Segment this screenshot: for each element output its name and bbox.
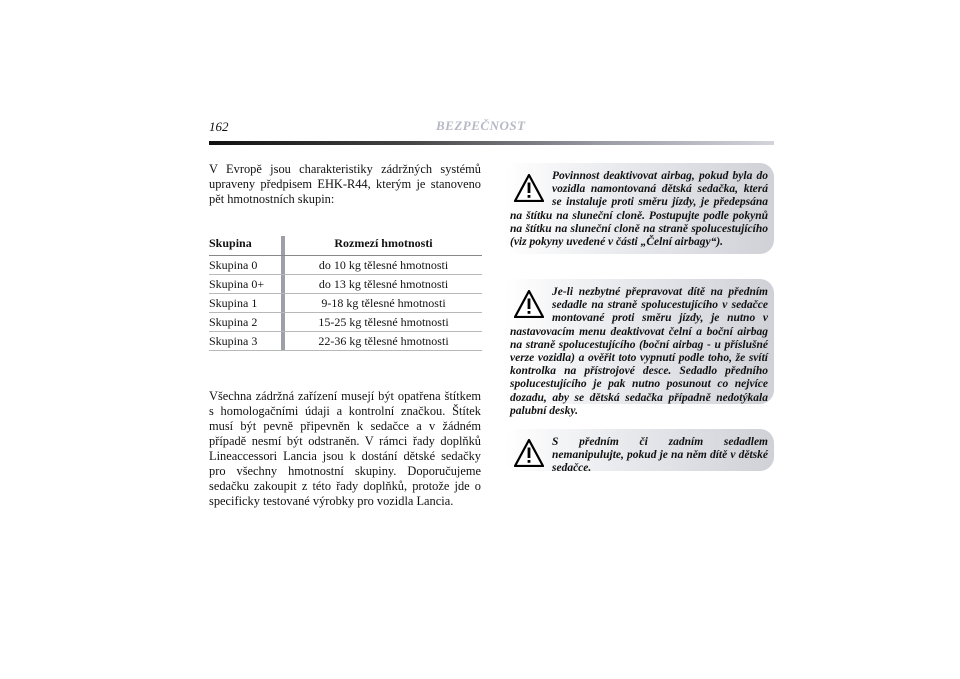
table-cell-group: Skupina 1 — [209, 294, 281, 313]
column-header-weight-range: Rozmezí hmotnosti — [285, 236, 482, 256]
warning-box-front-seat-child — [504, 279, 774, 417]
warning-text: S předním či zadním sedadlem nemanipulujte, pokud je na něm dítě v dětské sedačce. — [552, 436, 768, 475]
table-cell-group: Skupina 0 — [209, 256, 281, 275]
warning-triangle-icon — [514, 439, 544, 467]
header-rule — [209, 141, 774, 145]
table-cell-weight-range: 22-36 kg tělesné hmotnosti — [285, 332, 482, 351]
column-header-group: Skupina — [209, 236, 281, 256]
table-row — [209, 294, 482, 313]
section-title: BEZPEČNOST — [436, 118, 526, 133]
table-cell-weight-range: 9-18 kg tělesné hmotnosti — [285, 294, 482, 313]
table-cell-weight-range: 15-25 kg tělesné hmotnosti — [285, 313, 482, 332]
warning-text: Je-li nezbytné přepravovat dítě na předním sedadle na straně spolucestujícího v sedačce montované proti směru jízdy, je nutno v nastavovacím menu deaktivovat čelní a boční airbag na straně spolucestujícího (boční airbag - u příslušné verze vozidla) a ověřit toto vypnutí podle toho, že svítí kontrolka na přístrojové desce. Sedadlo předního spolucestujícího je pak nutno posunout co nejvíce dozadu, aby se dětská sedačka případně nedotýkala palubní desky. — [510, 286, 768, 417]
table-cell-group: Skupina 2 — [209, 313, 281, 332]
intro-paragraph: V Evropě jsou charakteristiky zádržných systémů upraveny předpisem EHK-R44, kterým je stanoveno pět hmotnostních skupin: — [209, 162, 481, 206]
table-cell-group: Skupina 3 — [209, 332, 281, 351]
table-header-row — [209, 236, 482, 256]
warning-triangle-icon — [514, 290, 544, 318]
table-row — [209, 256, 482, 275]
closing-paragraph: Všechna zádržná zařízení musejí být opatřena štítkem s homologačními údaji a kontrolní značkou. Štítek musí být pevně připevněn k sedačce a v žádném případě nesmí být odstraněn. V rámci řady doplňků Lineaccessori Lancia jsou k dostání dětské sedačky pro všechny hmotnostní skupiny. Doporučujeme sedačku zakoupit z této řady doplňků, protože jde o specificky testované výrobky pro vozidla Lancia. — [209, 389, 481, 508]
page-number: 162 — [209, 119, 229, 134]
warning-box-seat-adjustment — [504, 429, 774, 475]
weight-groups-table — [209, 236, 482, 351]
table-row — [209, 332, 482, 351]
table-row — [209, 275, 482, 294]
warning-text: Povinnost deaktivovat airbag, pokud byla do vozidla namontovaná dětská sedačka, která se instaluje proti směru jízdy, je předepsána na štítku na sluneční cloně. Postupujte podle pokynů na štítku na sluneční cloně na straně spolucestujícího (viz pokyny uvedené v části „Čelní airbagy“). — [510, 170, 768, 249]
table-cell-weight-range: do 13 kg tělesné hmotnosti — [285, 275, 482, 294]
warning-box-airbag-label — [504, 163, 774, 254]
table-row — [209, 313, 482, 332]
warning-triangle-icon — [514, 174, 544, 202]
table-cell-group: Skupina 0+ — [209, 275, 281, 294]
table-cell-weight-range: do 10 kg tělesné hmotnosti — [285, 256, 482, 275]
